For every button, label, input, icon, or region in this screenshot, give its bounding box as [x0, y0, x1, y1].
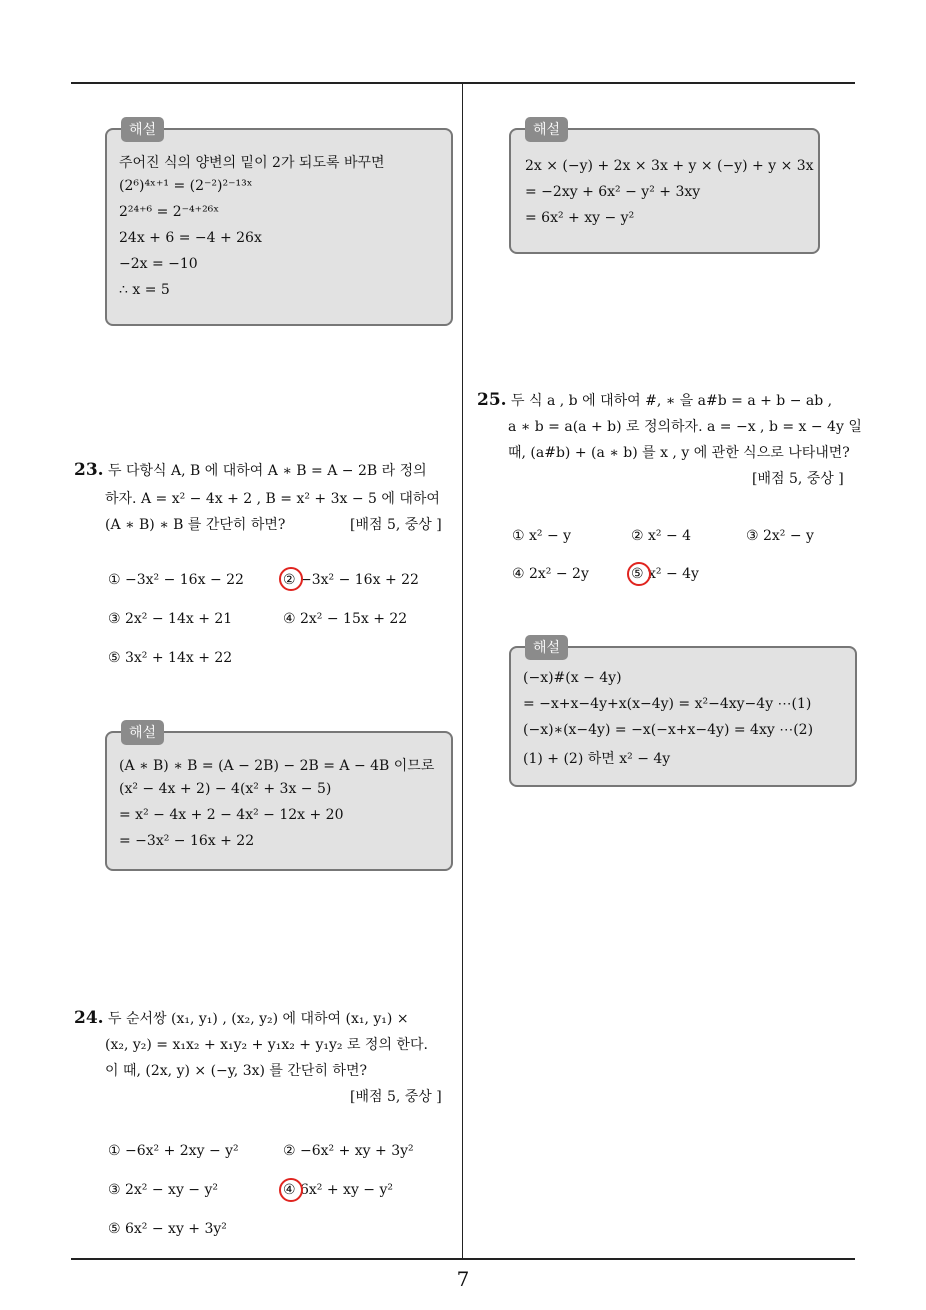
solution-line: 2²⁴⁺⁶ = 2⁻⁴⁺²⁶ˣ [119, 204, 220, 220]
question-25-line-1: 25. 두 식 a , b 에 대하여 #, ∗ 을 a#b = a + b − ab , [477, 390, 833, 410]
solution-tag: 해설 [121, 117, 164, 142]
solution-line: = −3x² − 16x + 22 [119, 833, 255, 849]
question-25-line-2: a ∗ b = a(a + b) 로 정의하자. a = −x , b = x − 4y 일 [508, 419, 862, 435]
question-number: 24. [74, 1008, 104, 1028]
solution-tag: 해설 [525, 117, 568, 142]
solution-line: = x² − 4x + 2 − 4x² − 12x + 20 [119, 807, 344, 823]
choice-24-3[interactable]: ③ 2x² − xy − y² [108, 1182, 219, 1198]
answer-circle-mark [279, 1178, 303, 1202]
solution-line: ∴ x = 5 [119, 282, 170, 298]
question-number: 23. [74, 460, 104, 480]
answer-circle-mark [279, 567, 303, 591]
question-23-line-2: 하자. A = x² − 4x + 2 , B = x² + 3x − 5 에 대하여 [105, 491, 440, 507]
choice-23-5[interactable]: ⑤ 3x² + 14x + 22 [108, 650, 233, 666]
solution-line: 주어진 식의 양변의 밑이 2가 되도록 바꾸면 [119, 155, 385, 171]
solution-line: (x² − 4x + 2) − 4(x² + 3x − 5) [119, 781, 332, 797]
bottom-rule [71, 1258, 855, 1260]
solution-line: (−x)#(x − 4y) [523, 670, 622, 686]
choice-24-1[interactable]: ① −6x² + 2xy − y² [108, 1143, 239, 1159]
question-24-line-2: (x₂, y₂) = x₁x₂ + x₁y₂ + y₁x₂ + y₁y₂ 로 정의 한다. [105, 1037, 428, 1053]
choice-25-2[interactable]: ② x² − 4 [631, 528, 692, 544]
solution-line: 24x + 6 = −4 + 26x [119, 230, 262, 246]
question-23-line-1: 23. 두 다항식 A, B 에 대하여 A ∗ B = A − 2B 라 정의 [74, 460, 427, 480]
solution-box-23 [105, 725, 453, 871]
question-number: 25. [477, 390, 507, 410]
choice-25-1[interactable]: ① x² − y [512, 528, 572, 544]
question-23-line-3: (A ∗ B) ∗ B 를 간단히 하면? [105, 517, 286, 533]
solution-tag: 해설 [525, 635, 568, 660]
question-24-line-1: 24. 두 순서쌍 (x₁, y₁) , (x₂, y₂) 에 대하여 (x₁, y₁) × [74, 1008, 409, 1028]
score-label: [배점 5, 중상 ] [350, 517, 442, 533]
choice-24-4[interactable]: ④ 6x² + xy − y² [283, 1182, 394, 1198]
choice-25-3[interactable]: ③ 2x² − y [746, 528, 814, 544]
score-label: [배점 5, 중상 ] [350, 1089, 442, 1105]
solution-line: (A ∗ B) ∗ B = (A − 2B) − 2B = A − 4B 이므로 [119, 758, 435, 774]
solution-tag: 해설 [121, 720, 164, 745]
score-label: [배점 5, 중상 ] [752, 471, 844, 487]
question-25-line-3: 때, (a#b) + (a ∗ b) 를 x , y 에 관한 식으로 나타내면? [508, 445, 850, 461]
solution-box-25 [509, 640, 857, 787]
solution-line: = −x+x−4y+x(x−4y) = x²−4xy−4y ⋯(1) [523, 696, 812, 712]
choice-25-4[interactable]: ④ 2x² − 2y [512, 566, 589, 582]
question-24-line-3: 이 때, (2x, y) × (−y, 3x) 를 간단히 하면? [105, 1063, 367, 1079]
solution-line: (2⁶)⁴ˣ⁺¹ = (2⁻²)²⁻¹³ˣ [119, 178, 253, 194]
choice-24-5[interactable]: ⑤ 6x² − xy + 3y² [108, 1221, 227, 1237]
column-divider [462, 83, 463, 1259]
choice-25-5[interactable]: ⑤ x² − 4y [631, 566, 699, 582]
solution-line: (−x)∗(x−4y) = −x(−x+x−4y) = 4xy ⋯(2) [523, 722, 814, 738]
solution-box-24 [509, 122, 820, 254]
choice-23-1[interactable]: ① −3x² − 16x − 22 [108, 572, 244, 588]
solution-line: (1) + (2) 하면 x² − 4y [523, 751, 671, 767]
solution-line: 2x × (−y) + 2x × 3x + y × (−y) + y × 3x [525, 158, 814, 174]
answer-circle-mark [627, 562, 651, 586]
choice-23-3[interactable]: ③ 2x² − 14x + 21 [108, 611, 233, 627]
choice-23-2[interactable]: ② −3x² − 16x + 22 [283, 572, 419, 588]
solution-line: = −2xy + 6x² − y² + 3xy [525, 184, 701, 200]
choice-24-2[interactable]: ② −6x² + xy + 3y² [283, 1143, 414, 1159]
solution-box-22 [105, 122, 453, 326]
page-number: 7 [456, 1267, 470, 1291]
choice-23-4[interactable]: ④ 2x² − 15x + 22 [283, 611, 408, 627]
solution-line: = 6x² + xy − y² [525, 210, 635, 226]
top-rule [71, 82, 855, 84]
solution-line: −2x = −10 [119, 256, 198, 272]
